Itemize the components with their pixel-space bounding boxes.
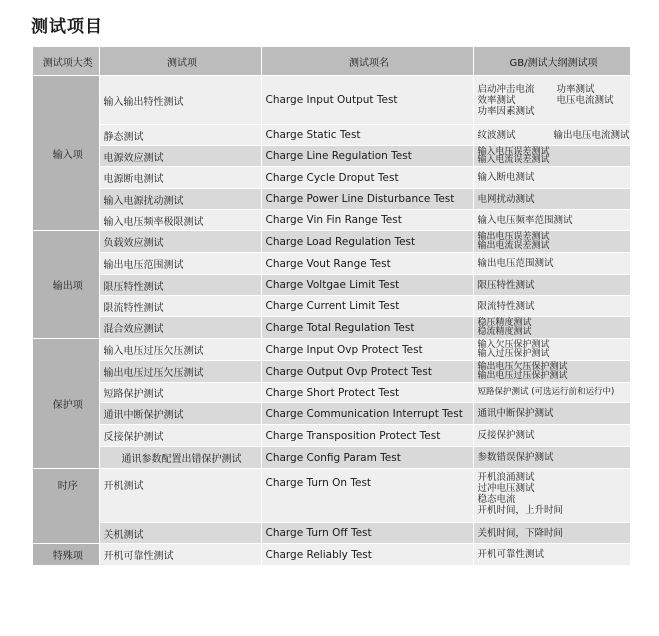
gb-items: 反接保护测试 xyxy=(473,425,630,447)
test-en-name: Charge Output Ovp Protect Test xyxy=(261,361,473,383)
test-name: 输出电压范围测试 xyxy=(99,253,261,275)
test-name: 限压特性测试 xyxy=(99,275,261,296)
test-name: 输入输出特性测试 xyxy=(99,76,261,125)
gb-items: 参数错误保护测试 xyxy=(473,447,630,469)
category-protect: 保护项 xyxy=(33,339,99,469)
table-row xyxy=(33,339,630,361)
table-row xyxy=(33,231,630,253)
test-items-table xyxy=(33,47,631,566)
header-name: 测试项 xyxy=(99,47,261,76)
test-en-name: Charge Load Regulation Test xyxy=(261,231,473,253)
header-gb: GB/测试大纲测试项 xyxy=(473,47,630,76)
table-row xyxy=(33,296,630,317)
table-row xyxy=(33,167,630,189)
gb-items: 开机可靠性测试 xyxy=(473,544,630,566)
test-en-name: Charge Line Regulation Test xyxy=(261,146,473,167)
table-row xyxy=(33,253,630,275)
test-name: 通讯中断保护测试 xyxy=(99,403,261,425)
test-en-name: Charge Input Ovp Protect Test xyxy=(261,339,473,361)
test-en-name: Charge Communication Interrupt Test xyxy=(261,403,473,425)
test-en-name: Charge Total Regulation Test xyxy=(261,317,473,339)
test-name: 输出电压过压欠压测试 xyxy=(99,361,261,383)
test-name: 输入电源扰动测试 xyxy=(99,189,261,210)
test-name: 静态测试 xyxy=(99,125,261,146)
test-name: 通讯参数配置出错保护测试 xyxy=(99,447,261,469)
table-row xyxy=(33,146,630,167)
test-name: 电源断电测试 xyxy=(99,167,261,189)
gb-items: 输出电压误差测试 输出电流误差测试 xyxy=(473,231,630,253)
header-row xyxy=(33,47,630,76)
test-en-name: Charge Short Protect Test xyxy=(261,383,473,403)
gb-items: 短路保护测试 (可选运行前和运行中) xyxy=(473,383,630,403)
table-row xyxy=(33,403,630,425)
header-en-name: 测试项名 xyxy=(261,47,473,76)
gb-items: 纹波测试 输出电压电流测试 xyxy=(473,125,630,146)
gb-items: 启动冲击电流 功率测试 效率测试 电压电流测试 功率因素测试 xyxy=(473,76,630,125)
test-en-name: Charge Voltgae Limit Test xyxy=(261,275,473,296)
table-row xyxy=(33,210,630,231)
page-title: 测试项目 xyxy=(31,17,103,37)
test-name: 电源效应测试 xyxy=(99,146,261,167)
table-row xyxy=(33,76,630,125)
test-name: 输入电压过压欠压测试 xyxy=(99,339,261,361)
gb-items: 输出电压欠压保护测试 输出电压过压保护测试 xyxy=(473,361,630,383)
header-category: 测试项大类 xyxy=(33,47,99,76)
test-name: 开机可靠性测试 xyxy=(99,544,261,566)
table-row xyxy=(33,125,630,146)
category-output: 输出项 xyxy=(33,231,99,339)
table-row xyxy=(33,275,630,296)
gb-items: 通讯中断保护测试 xyxy=(473,403,630,425)
test-en-name: Charge Config Param Test xyxy=(261,447,473,469)
test-en-name: Charge Turn Off Test xyxy=(261,523,473,544)
table-row xyxy=(33,447,630,469)
table-row xyxy=(33,544,630,566)
test-name: 开机测试 xyxy=(99,469,261,523)
test-en-name: Charge Current Limit Test xyxy=(261,296,473,317)
gb-items: 输入电压频率范围测试 xyxy=(473,210,630,231)
table-row xyxy=(33,469,630,523)
test-name: 短路保护测试 xyxy=(99,383,261,403)
test-name: 关机测试 xyxy=(99,523,261,544)
gb-items: 限流特性测试 xyxy=(473,296,630,317)
table-row xyxy=(33,189,630,210)
test-en-name: Charge Vout Range Test xyxy=(261,253,473,275)
gb-items: 输入电压误差测试 输入电流误差测试 xyxy=(473,146,630,167)
gb-items: 电网扰动测试 xyxy=(473,189,630,210)
test-name: 混合效应测试 xyxy=(99,317,261,339)
test-name: 输入电压频率极限测试 xyxy=(99,210,261,231)
gb-items: 稳压精度测试 稳流精度测试 xyxy=(473,317,630,339)
table-row xyxy=(33,383,630,403)
test-en-name: Charge Power Line Disturbance Test xyxy=(261,189,473,210)
test-name: 反接保护测试 xyxy=(99,425,261,447)
table-row xyxy=(33,317,630,339)
gb-items: 输入欠压保护测试 输入过压保护测试 xyxy=(473,339,630,361)
gb-items: 关机时间，下降时间 xyxy=(473,523,630,544)
category-timing: 时序 xyxy=(33,469,99,544)
gb-items: 开机浪涌测试 过冲电压测试 稳态电流 开机时间，上升时间 xyxy=(473,469,630,523)
test-en-name: Charge Turn On Test xyxy=(261,469,473,523)
test-name: 负载效应测试 xyxy=(99,231,261,253)
test-en-name: Charge Vin Fin Range Test xyxy=(261,210,473,231)
table-row xyxy=(33,523,630,544)
gb-items: 限压特性测试 xyxy=(473,275,630,296)
test-en-name: Charge Input Output Test xyxy=(261,76,473,125)
test-en-name: Charge Static Test xyxy=(261,125,473,146)
category-input: 输入项 xyxy=(33,76,99,231)
category-special: 特殊项 xyxy=(33,544,99,566)
gb-items: 输出电压范围测试 xyxy=(473,253,630,275)
table-row xyxy=(33,361,630,383)
test-en-name: Charge Transposition Protect Test xyxy=(261,425,473,447)
test-name: 限流特性测试 xyxy=(99,296,261,317)
table-row xyxy=(33,425,630,447)
test-en-name: Charge Reliably Test xyxy=(261,544,473,566)
gb-items: 输入断电测试 xyxy=(473,167,630,189)
test-en-name: Charge Cycle Droput Test xyxy=(261,167,473,189)
